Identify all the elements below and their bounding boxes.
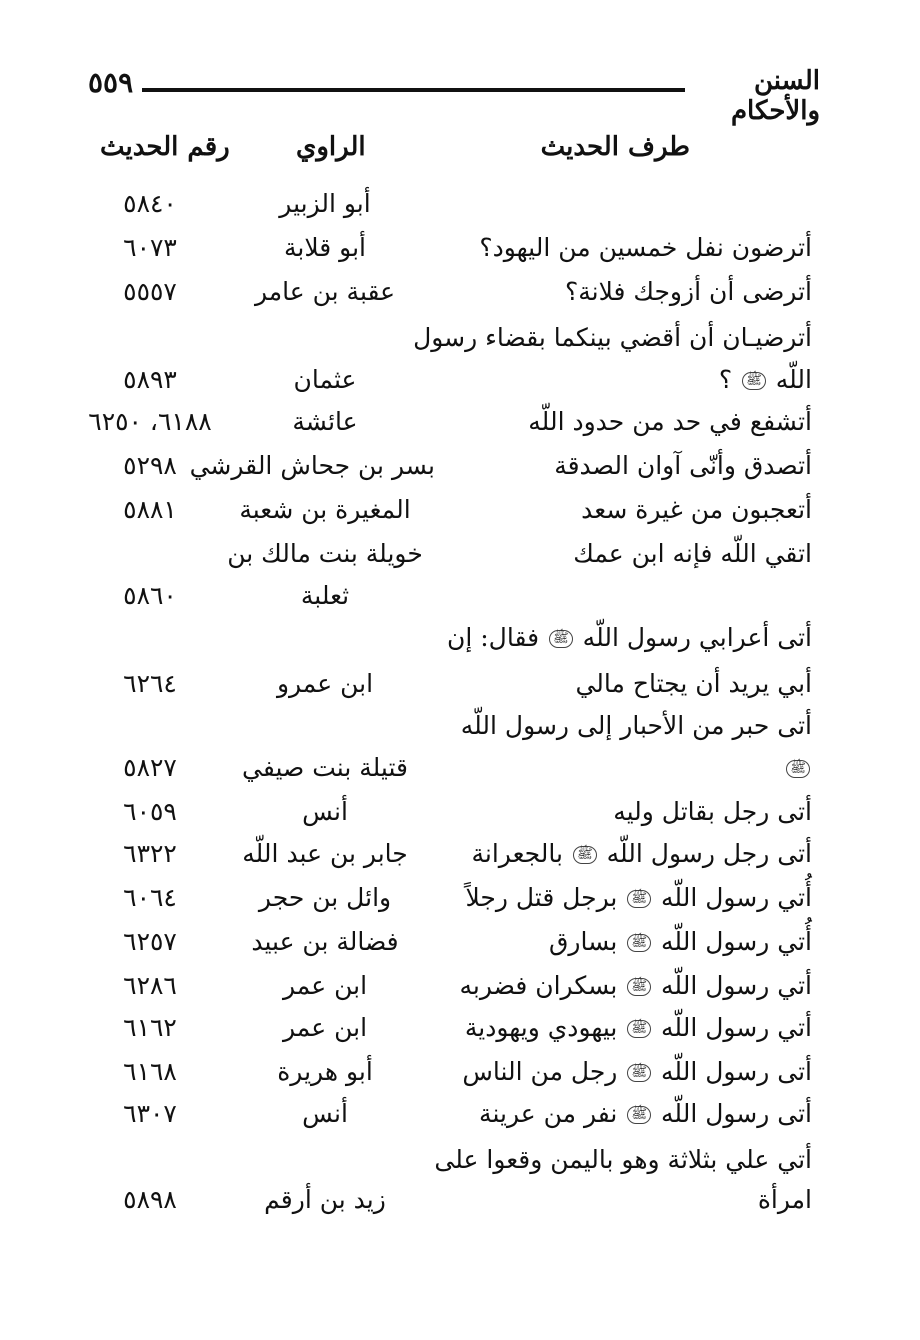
narrator: بسر بن جحاش القرشي xyxy=(189,451,435,480)
hadith-text-part: بسارق xyxy=(549,927,618,956)
table-row xyxy=(0,490,920,534)
table-row xyxy=(0,618,920,662)
hadith-number: ٦٢٦٤ xyxy=(123,669,177,698)
salla-honorific-icon: ﷺ xyxy=(627,934,651,952)
table-row xyxy=(0,1008,920,1052)
table-row xyxy=(0,534,920,578)
narrator: جابر بن عبد اللّه xyxy=(242,839,408,868)
hadith-number: ٦٢٨٦ xyxy=(123,971,177,1000)
hadith-text: أترضيـان أن أقضي بينكما بقضاء رسول xyxy=(413,323,812,352)
narrator: أبو هريرة xyxy=(277,1057,373,1086)
hadith-text-part: رجل من الناس xyxy=(462,1057,618,1086)
hadith-number: ٥٨٩٨ xyxy=(123,1185,177,1214)
salla-honorific-icon: ﷺ xyxy=(786,760,810,778)
hadith-text-part: بيهودي ويهودية xyxy=(464,1013,618,1042)
hadith-text: أبي يريد أن يجتاح مالي xyxy=(575,669,812,698)
table-row xyxy=(0,1094,920,1138)
hadith-text-part: بالجعرانة xyxy=(471,839,563,868)
salla-honorific-icon: ﷺ xyxy=(549,630,573,648)
narrator: زيد بن أرقم xyxy=(264,1185,386,1214)
hadith-number: ٥٨٨١ xyxy=(123,495,177,524)
narrator: وائل بن حجر xyxy=(258,883,392,912)
table-row xyxy=(0,834,920,878)
salla-honorific-icon: ﷺ xyxy=(627,890,651,908)
hadith-text: أتى حبر من الأحبار إلى رسول اللّه xyxy=(460,711,812,740)
column-header-narrator: الراوي xyxy=(296,132,366,162)
narrator: ابن عمر xyxy=(282,971,368,1000)
hadith-text xyxy=(412,360,812,400)
hadith-text-part: أتى رسول اللّه xyxy=(661,1057,812,1086)
table-row xyxy=(0,878,920,922)
column-header-number: رقم الحديث xyxy=(100,132,230,162)
table-row xyxy=(0,792,920,836)
hadith-text-part: اللّه xyxy=(775,365,812,394)
hadith-text-part: أُتي رسول اللّه xyxy=(661,927,812,956)
running-title: السنن والأحكام xyxy=(730,66,820,126)
hadith-text xyxy=(412,1052,812,1092)
narrator: أبو الزبير xyxy=(279,189,371,218)
hadith-number: ٥٥٥٧ xyxy=(123,277,177,306)
narrator: عقبة بن عامر xyxy=(254,277,396,306)
hadith-text xyxy=(412,966,812,1006)
hadith-text-part: أُتي رسول اللّه xyxy=(661,883,812,912)
hadith-text xyxy=(412,1094,812,1134)
table-row xyxy=(0,706,920,750)
table-row xyxy=(0,1140,920,1184)
narrator: أنس xyxy=(302,797,348,826)
hadith-text-part: أتى رسول اللّه xyxy=(661,1099,812,1128)
narrator: خويلة بنت مالك بن xyxy=(227,539,423,568)
table-row xyxy=(0,922,920,966)
hadith-text: أترضون نفل خمسين من اليهود؟ xyxy=(479,233,812,262)
salla-honorific-icon: ﷺ xyxy=(627,978,651,996)
hadith-text xyxy=(412,834,812,874)
salla-honorific-icon: ﷺ xyxy=(573,846,597,864)
table-row xyxy=(0,1180,920,1224)
narrator: المغيرة بن شعبة xyxy=(239,495,411,524)
hadith-text: امرأة xyxy=(757,1185,812,1214)
hadith-number: ٦٣٢٢ xyxy=(123,839,177,868)
hadith-text: أتشفع في حد من حدود اللّه xyxy=(528,407,812,436)
hadith-text: أترضى أن أزوجك فلانة؟ xyxy=(564,277,812,306)
salla-honorific-icon: ﷺ xyxy=(742,372,766,390)
table-row xyxy=(0,402,920,446)
hadith-text xyxy=(412,922,812,962)
hadith-text xyxy=(412,1008,812,1048)
hadith-text-part: أتي رسول اللّه xyxy=(661,1013,812,1042)
hadith-text: أتعجبون من غيرة سعد xyxy=(581,495,812,524)
narrator: ابن عمر xyxy=(282,1013,368,1042)
hadith-number: ٥٨٩٣ xyxy=(123,365,177,394)
hadith-number: ٥٨٤٠ xyxy=(123,189,177,218)
hadith-number: ٦١٦٢ xyxy=(123,1013,177,1042)
table-row xyxy=(0,228,920,272)
hadith-text-part: فقال: إن xyxy=(446,623,540,652)
hadith-number: ٦١٦٨ xyxy=(123,1057,177,1086)
hadith-number: ٦٠٦٤ xyxy=(123,883,177,912)
hadith-text-part: برجل قتل رجلاً xyxy=(465,883,618,912)
narrator: عثمان xyxy=(293,365,357,394)
table-row xyxy=(0,184,920,228)
table-row xyxy=(0,360,920,404)
hadith-text: أتى رجل بقاتل وليه xyxy=(613,797,812,826)
hadith-text-part: ؟ xyxy=(718,365,733,394)
hadith-text-part: أتى أعرابي رسول اللّه xyxy=(582,623,812,652)
table-row xyxy=(0,318,920,362)
salla-honorific-icon: ﷺ xyxy=(627,1106,651,1124)
hadith-number: ٦٠٧٣ xyxy=(123,233,177,262)
hadith-text xyxy=(412,748,812,788)
narrator: ابن عمرو xyxy=(276,669,374,698)
narrator: أبو قلابة xyxy=(284,233,366,262)
hadith-number: ٦٠٥٩ xyxy=(123,797,177,826)
hadith-text-part: أتي رسول اللّه xyxy=(661,971,812,1000)
hadith-text-part: أتى رجل رسول اللّه xyxy=(606,839,812,868)
column-header-hadith: طرف الحديث xyxy=(540,132,690,162)
hadith-number: ٥٨٢٧ xyxy=(123,753,177,782)
hadith-text xyxy=(412,618,812,658)
hadith-text: أتصدق وأنّى آوان الصدقة xyxy=(554,451,812,480)
hadith-text-part: بسكران فضربه xyxy=(459,971,618,1000)
narrator: قتيلة بنت صيفي xyxy=(242,753,408,782)
salla-honorific-icon: ﷺ xyxy=(627,1020,651,1038)
hadith-number: ٦٣٠٧ xyxy=(123,1099,177,1128)
table-row xyxy=(0,576,920,620)
salla-honorific-icon: ﷺ xyxy=(627,1064,651,1082)
hadith-number: ٦١٨٨، ٦٢٥٠ xyxy=(88,407,212,436)
page-number: ٥٥٩ xyxy=(88,66,134,99)
page-header xyxy=(80,62,820,126)
table-row xyxy=(0,748,920,792)
header-rule xyxy=(142,88,685,92)
hadith-text-part: نفر من عرينة xyxy=(479,1099,618,1128)
table-row xyxy=(0,446,920,490)
hadith-text xyxy=(412,878,812,918)
hadith-text: أتي علي بثلاثة وهو باليمن وقعوا على xyxy=(434,1145,812,1174)
hadith-text: اتقي اللّه فإنه ابن عمك xyxy=(573,539,812,568)
hadith-number: ٥٢٩٨ xyxy=(123,451,177,480)
table-row xyxy=(0,966,920,1010)
table-row xyxy=(0,664,920,708)
hadith-number: ٥٨٦٠ xyxy=(123,581,177,610)
narrator: ثعلبة xyxy=(300,581,350,610)
narrator: عائشة xyxy=(292,407,358,436)
table-row xyxy=(0,1052,920,1096)
hadith-number: ٦٢٥٧ xyxy=(123,927,177,956)
table-row xyxy=(0,272,920,316)
narrator: فضالة بن عبيد xyxy=(251,927,399,956)
narrator: أنس xyxy=(302,1099,348,1128)
